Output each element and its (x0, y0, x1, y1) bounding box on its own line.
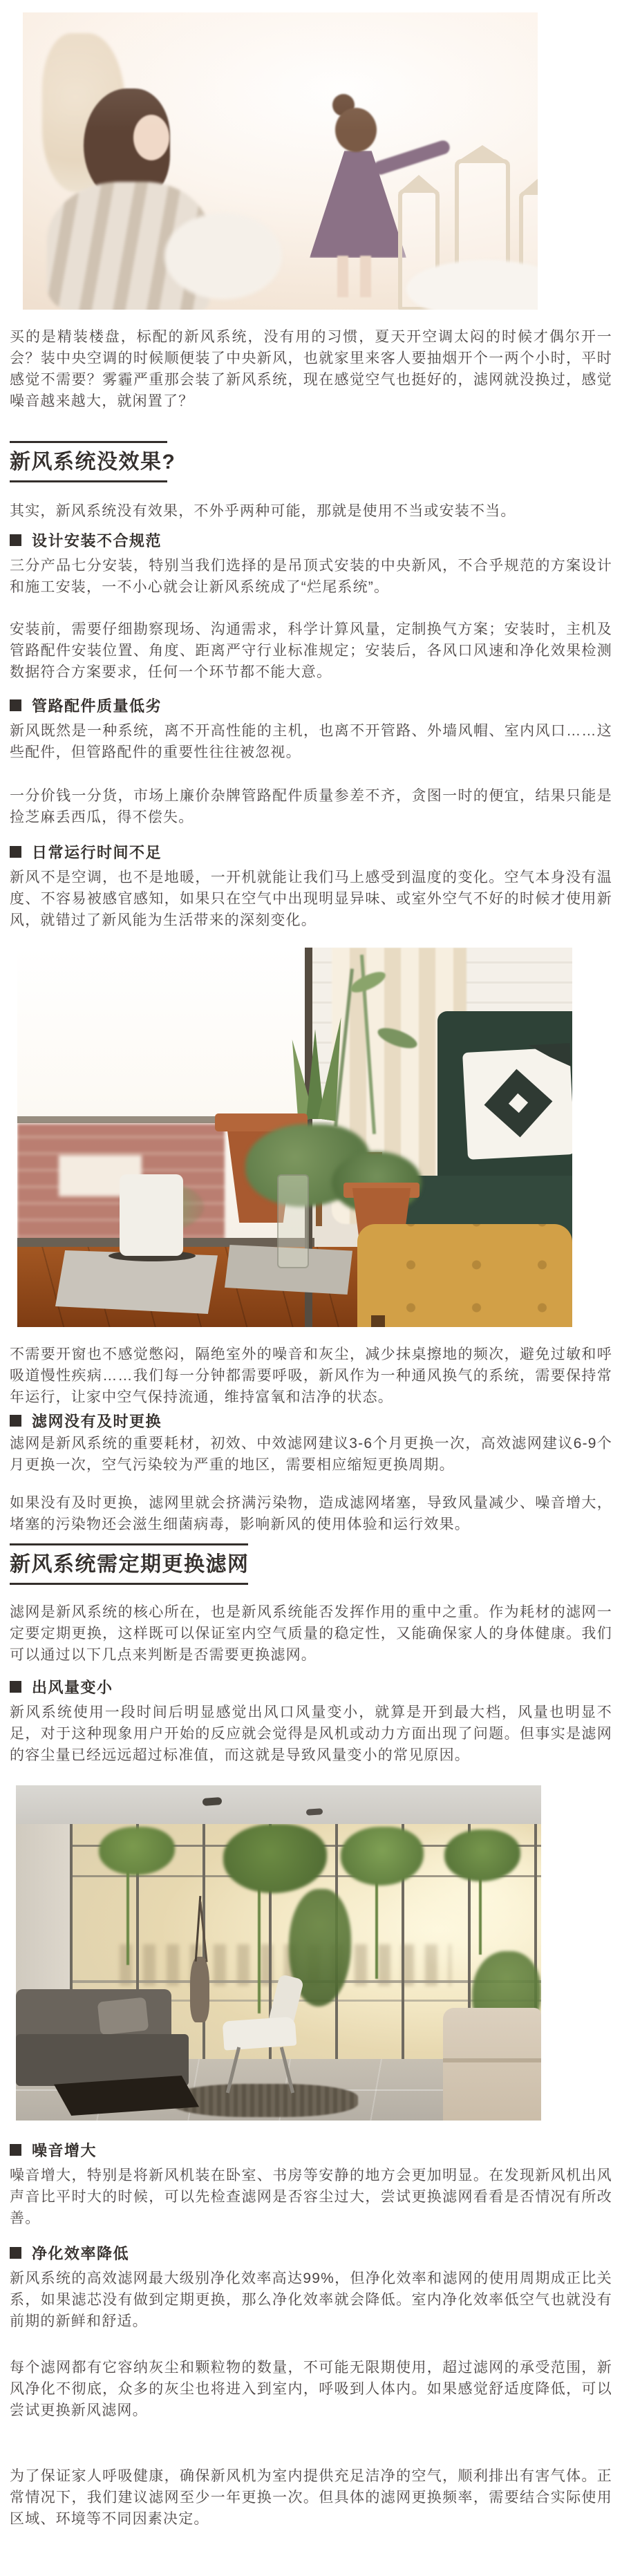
ceiling-shape (16, 1785, 541, 1824)
section-runtime-paragraph-1: 新风不是空调，也不是地暖，一开机就能让我们马上感受到温度的变化。空气本身没有温度、不容易被感官感知，如果只在空气中出现明显异味、或室外空气不好的时候才使用新风，就错过了新风能为生活带来的深刻变化。 (10, 869, 612, 928)
bullet-square-icon (10, 2247, 21, 2259)
ceiling-spotlight-shape (306, 1808, 323, 1816)
light-overlay (23, 12, 538, 310)
closing-paragraph: 为了保证家人呼吸健康，确保新风机为室内提供充足洁净的空气，顺利排出有害气体。正常情况下，我们建议滤网至少一年更换一次。但具体的滤网更换频率，需要结合实际使用区域、环境等不同因素决定。 (10, 2468, 612, 2527)
section-title: 净化效率降低 (32, 2244, 130, 2262)
ceiling-spotlight-shape (202, 1797, 223, 1806)
white-chair-seat-shape (223, 2016, 297, 2050)
chapter2-heading-block (10, 1543, 612, 1585)
bullet-square-icon (10, 1415, 21, 1427)
chapter1-lead-paragraph: 其实，新风系统没有效果，不外乎两种可能，那就是使用不当或安装不当。 (10, 503, 516, 519)
chapter1-heading-block (10, 441, 612, 482)
intro-paragraph: 买的是精装楼盘，标配的新风系统，没有用的习惯，夏天开空调太闷的时候才偶尔开一会？装中央空调的时候顺便装了中央新风，也就家里来客人要抽烟开个一两个小时，平时感觉不需要？雾霾严重那会装了新风系统，现在感觉空气也挺好的，滤网就没换过，感觉噪音越来越大，就闲置了？ (10, 329, 612, 409)
sofa-pillow-shape (97, 1997, 149, 2035)
rug-shape (171, 2084, 358, 2117)
heading-rule-top (10, 1543, 248, 1545)
bullet-square-icon (10, 699, 21, 711)
section-heading-runtime (10, 842, 612, 861)
section-efficiency-paragraph-1: 新风系统的高效滤网最大级别净化效率高达99%，但净化效率和滤网的使用周期成正比关系，如果滤芯没有做到定期更换，那么净化效率就会降低。室内净化效率低空气也就没有前期的新鲜和舒适。 (10, 2271, 612, 2329)
section-design-paragraph-2: 安装前，需要仔细勘察现场、沟通需求，科学计算风量，定制换气方案；安装时，主机及管路配件安装位置、角度、距离严守行业标准规定；安装后，各风口风速和净化效果检测数据符合方案要求，任何一个环节都不能大意。 (10, 621, 612, 680)
white-pot-shape (120, 1174, 183, 1256)
aztec-pillow-shape (462, 1047, 572, 1160)
section-title: 日常运行时间不足 (32, 843, 162, 861)
section-pipes-paragraph-2: 一分价钱一分货，市场上廉价杂牌管路配件质量参差不齐，贪图一时的便宜，结果只能是捡芝麻丢西瓜，得不偿失。 (10, 788, 612, 825)
pillow-corner-shape (529, 1043, 572, 1069)
section-heading-filter-replace (10, 1411, 612, 1430)
section-title: 滤网没有及时更换 (32, 1412, 162, 1430)
hanging-vine-shape (126, 1861, 129, 1965)
section-heading-design (10, 530, 612, 549)
ventilation-benefits-paragraph: 不需要开窗也不感觉憋闷，隔绝室外的噪音和灰尘，减少抹桌擦地的频次，避免过敏和呼吸道慢性疾病……我们每一分钟都需要呼吸，新风作为一种通风换气的系统，需要保持常年运行，让家中空气保持流通，维持富氧和洁净的状态。 (10, 1346, 612, 1405)
section-design-paragraph-1: 三分产品七分安装，特别当我们选择的是吊顶式安装的中央新风，不合乎规范的方案设计和施工安装，一不小心就会让新风系统成了“烂尾系统”。 (10, 558, 612, 595)
section-title: 出风量变小 (32, 1678, 113, 1696)
section-efficiency-paragraph-2: 每个滤网都有它容纳灰尘和颗粒物的数量，不可能无限期使用，超过滤网的承受范围，新风净化不彻底，众多的灰尘也将进入到室内，呼吸到人体内。如果感觉舒适度降低，可以尝试更换新风滤网。 (10, 2360, 612, 2418)
filter-replace-paragraph-2: 如果没有及时更换，滤网里就会挤满污染物，造成滤网堵塞，导致风量减少、噪音增大，堵塞的污染物还会滋生细菌病毒，影响新风的使用体验和运行效果。 (10, 1495, 612, 1532)
section-noise-paragraph-1: 噪音增大，特别是将新风机装在卧室、书房等安静的地方会更加明显。在发现新风机出风声音比平时大的时候，可以先检查滤网是否容尘过大，尝试更换滤网看看是否情况有所改善。 (10, 2168, 612, 2226)
section-title: 管路配件质量低劣 (32, 697, 162, 715)
bullet-square-icon (10, 846, 21, 858)
armchair-cushion-line-shape (443, 2058, 541, 2062)
hero-photo (23, 12, 538, 310)
vase-shape (190, 1957, 209, 2022)
ottoman-leg-shape (371, 1315, 385, 1327)
bullet-square-icon (10, 1681, 21, 1693)
living-room-photo (17, 948, 572, 1327)
section-title: 设计安装不合规范 (32, 532, 162, 549)
glass-vase-shape (277, 1174, 309, 1268)
beige-armchair-shape (443, 2008, 541, 2121)
chapter1-title: 新风系统没效果? (10, 451, 176, 473)
filter-replace-paragraph-1: 滤网是新风系统的重要耗材，初效、中效滤网建议3-6个月更换一次，高效滤网建议6-9个月更换一次，空气污染较为严重的地区，需要相应缩短更换周期。 (10, 1436, 612, 1473)
bottom-padding (0, 2530, 622, 2533)
heading-rule-top (10, 441, 167, 443)
bullet-square-icon (10, 534, 21, 546)
section-heading-efficiency (10, 2243, 612, 2262)
section-airflow-paragraph-1: 新风系统使用一段时间后明显感觉出风口风量变小，就算是开到最大档，风量也明显不足，对于这种现象用户开始的反应就会觉得是风机或动力方面出现了问题。但事实是滤网的容尘量已经远远超过标准值，而这就是导致风量变小的常见原因。 (10, 1704, 612, 1763)
section-heading-airflow (10, 1677, 612, 1696)
heading-rule-bottom (10, 480, 167, 482)
bullet-square-icon (10, 2144, 21, 2156)
balcony-photo (16, 1785, 541, 2121)
chapter2-lead-paragraph: 滤网是新风系统的核心所在，也是新风系统能否发挥作用的重中之重。作为耗材的滤网一定要定期更换，这样既可以保证室内空气质量的稳定性，又能确保家人的身体健康。我们可以通过以下几点来判断是否需要更换滤网。 (10, 1604, 612, 1663)
section-pipes-paragraph-1: 新风既然是一种系统，离不开高性能的主机，也离不开管路、外墙风帽、室内风口……这些配件，但管路配件的重要性往往被忽视。 (10, 723, 612, 760)
hanging-vine-shape (258, 1875, 261, 2013)
heading-rule-bottom (10, 1583, 248, 1585)
yellow-ottoman-shape (357, 1224, 572, 1327)
chapter2-title: 新风系统需定期更换滤网 (10, 1553, 249, 1576)
section-title: 噪音增大 (32, 2141, 97, 2159)
section-heading-noise (10, 2140, 612, 2159)
section-heading-pipes (10, 695, 612, 715)
